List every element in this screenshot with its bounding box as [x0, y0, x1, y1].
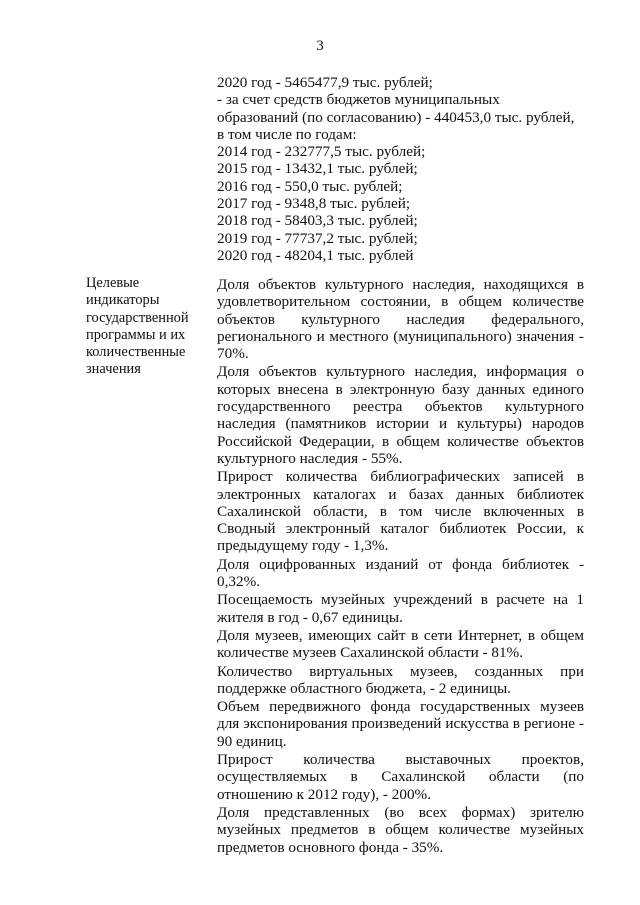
section-label-line: программы и их — [86, 326, 186, 343]
indicator-item: Доля музеев, имеющих сайт в сети Интернет, в общем количестве музеев Сахалинской области - 81%. — [217, 626, 584, 662]
indicator-item: Посещаемость музейных учреждений в расчете на 1 жителя в год - 0,67 единицы. — [217, 591, 584, 626]
indicator-item: Доля объектов культурного наследия, информация о которых внесена в электронную базу данных единого государственного реестра объектов культурного наследия (памятников истории и культуры) народов Российской Федерации, в общем количестве объектов культурного наследия - 55%. — [217, 363, 584, 467]
section-label-line: индикаторы — [86, 292, 160, 309]
financing-year-line: 2015 год - 13432,1 тыс. рублей; — [217, 160, 418, 178]
financing-block — [217, 74, 584, 264]
section-label-line: государственной — [86, 309, 189, 326]
financing-year-line: 2018 год - 58403,3 тыс. рублей; — [217, 212, 418, 230]
indicators-list — [217, 276, 584, 857]
indicators-section-label — [86, 275, 206, 379]
indicator-item: Прирост количества выставочных проектов, осуществляемых в Сахалинской области (по отношению к 2012 году), - 200%. — [217, 751, 584, 803]
indicator-item: Прирост количества библиографических записей в электронных каталогах и базах данных библиотек Сахалинской области, в том числе включенных в Сводный электронный каталог библиотек России, к предыдущему году - 1,3%. — [217, 468, 584, 555]
financing-year-line: 2019 год - 77737,2 тыс. рублей; — [217, 229, 418, 247]
indicator-item: Доля оцифрованных изданий от фонда библиотек - 0,32%. — [217, 555, 584, 591]
financing-year-line: 2017 год - 9348,8 тыс. рублей; — [217, 195, 411, 213]
indicator-item: Объем передвижного фонда государственных музеев для экспонирования произведений искусства в регионе - 90 единиц. — [217, 698, 584, 750]
financing-year-line: 2016 год - 550,0 тыс. рублей; — [217, 177, 403, 195]
indicator-item: Доля представленных (во всех формах) зрителю музейных предметов в общем количестве музейных предметов основного фонда - 35%. — [217, 803, 584, 856]
financing-year-line: 2020 год - 48204,1 тыс. рублей — [217, 246, 414, 264]
page-number: 3 — [316, 38, 324, 54]
financing-municipal-intro: - за счет средств бюджетов муниципальных образований (по согласованию) - 440453,0 тыс. рублей, в том числе по годам: — [217, 91, 575, 143]
financing-year-line: 2014 год - 232777,5 тыс. рублей; — [217, 143, 426, 161]
section-label-line: количественные — [86, 344, 186, 361]
financing-line-2020-regional: 2020 год - 5465477,9 тыс. рублей; — [217, 74, 433, 91]
indicator-item: Количество виртуальных музеев, созданных при поддержке областного бюджета, - 2 единицы. — [217, 662, 584, 697]
section-label-line: значения — [86, 361, 141, 378]
section-label-line: Целевые — [86, 275, 140, 291]
indicator-item: Доля объектов культурного наследия, находящихся в удовлетворительном состоянии, в общем количестве объектов культурного наследия федерального, регионального и местного (муниципального) значения - 70%. — [217, 276, 584, 363]
